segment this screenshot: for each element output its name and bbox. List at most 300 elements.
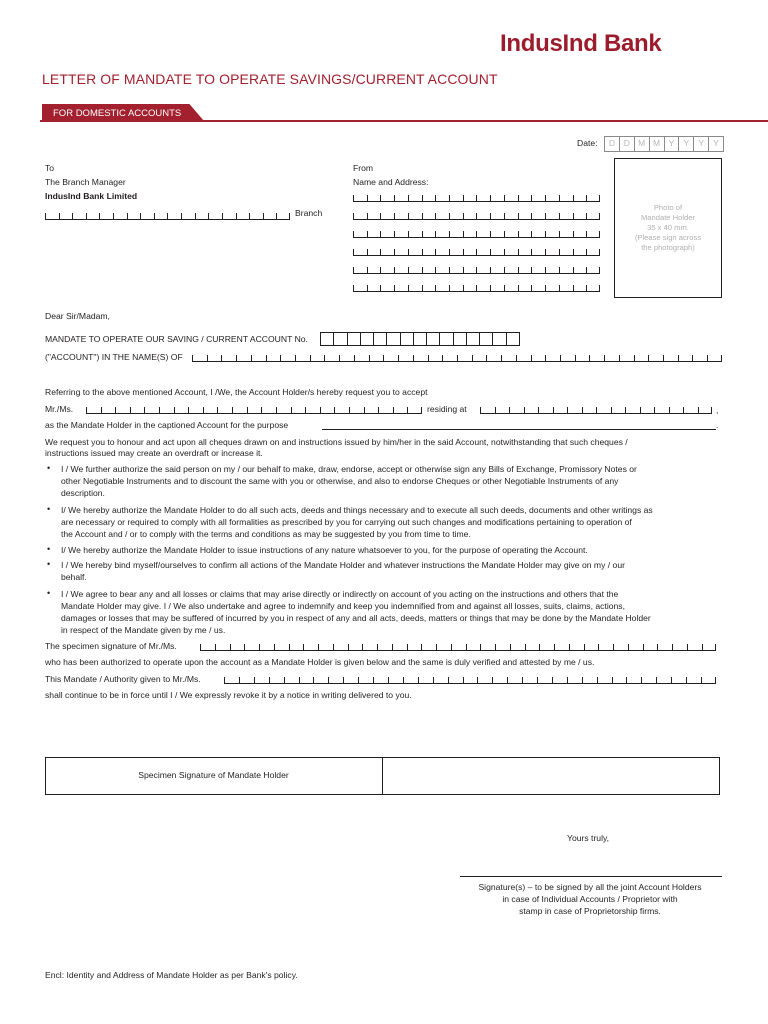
input-cell[interactable] (373, 672, 388, 684)
input-cell[interactable] (217, 402, 232, 414)
input-cell[interactable] (195, 208, 209, 220)
input-cell[interactable] (573, 280, 587, 292)
input-cell[interactable] (575, 350, 590, 362)
input-cell[interactable] (573, 190, 587, 202)
input-cell[interactable] (247, 402, 262, 414)
input-cell[interactable] (400, 333, 413, 345)
input-cell[interactable] (490, 226, 504, 238)
input-cell[interactable] (159, 402, 174, 414)
input-cell[interactable] (656, 672, 671, 684)
input-cell[interactable] (559, 226, 573, 238)
input-cell[interactable] (398, 350, 413, 362)
input-cell[interactable] (72, 208, 86, 220)
input-cell[interactable] (490, 262, 504, 274)
input-cell[interactable] (394, 208, 408, 220)
input-cell[interactable] (200, 639, 215, 651)
input-cell[interactable] (504, 226, 518, 238)
input-cell[interactable] (418, 672, 433, 684)
input-cell[interactable] (362, 639, 377, 651)
input-cell[interactable] (360, 333, 373, 345)
input-cell[interactable] (426, 333, 439, 345)
input-cell[interactable] (230, 639, 245, 651)
input-cell[interactable] (569, 639, 584, 651)
input-cell[interactable] (545, 190, 559, 202)
input-cell[interactable] (490, 280, 504, 292)
input-cell[interactable] (611, 402, 626, 414)
input-cell[interactable] (448, 672, 463, 684)
input-cell[interactable] (259, 639, 274, 651)
input-cell[interactable] (626, 672, 641, 684)
input-cell[interactable] (236, 350, 251, 362)
input-cell[interactable] (99, 208, 113, 220)
input-cell[interactable] (539, 639, 554, 651)
input-cell[interactable] (284, 672, 299, 684)
input-cell[interactable] (545, 208, 559, 220)
input-cell[interactable] (531, 190, 545, 202)
input-cell[interactable] (113, 208, 127, 220)
input-cell[interactable] (509, 402, 524, 414)
input-cell[interactable] (518, 280, 532, 292)
input-cell[interactable] (299, 672, 314, 684)
input-cell[interactable] (559, 280, 573, 292)
input-cell[interactable] (408, 190, 422, 202)
input-cell[interactable] (422, 280, 436, 292)
input-cell[interactable] (224, 672, 239, 684)
input-cell[interactable] (589, 350, 604, 362)
input-cell[interactable] (181, 208, 195, 220)
input-cell[interactable] (101, 402, 116, 414)
input-cell[interactable] (428, 350, 443, 362)
input-cell[interactable] (490, 244, 504, 256)
input-cell[interactable] (492, 672, 507, 684)
input-cell[interactable] (463, 190, 477, 202)
input-cell[interactable] (545, 350, 560, 362)
input-cell[interactable] (115, 402, 130, 414)
input-cell[interactable] (531, 226, 545, 238)
input-cell[interactable] (394, 226, 408, 238)
input-cell[interactable] (274, 639, 289, 651)
input-cell[interactable] (449, 244, 463, 256)
input-cell[interactable] (140, 208, 154, 220)
input-cell[interactable] (613, 639, 628, 651)
input-cell[interactable] (86, 402, 101, 414)
input-cell[interactable] (144, 402, 159, 414)
input-cell[interactable] (545, 226, 559, 238)
input-cell[interactable] (339, 350, 354, 362)
input-cell[interactable] (394, 280, 408, 292)
input-cell[interactable] (439, 333, 452, 345)
input-cell[interactable] (378, 402, 393, 414)
input-cell[interactable] (222, 208, 236, 220)
input-cell[interactable] (244, 639, 259, 651)
input-cell[interactable] (154, 208, 168, 220)
input-cell[interactable] (353, 280, 367, 292)
input-cell[interactable] (598, 639, 613, 651)
input-cell[interactable] (612, 672, 627, 684)
input-cell[interactable] (320, 402, 335, 414)
input-cell[interactable] (531, 280, 545, 292)
input-cell[interactable] (702, 639, 717, 651)
input-cell[interactable] (501, 350, 516, 362)
input-cell[interactable] (367, 244, 381, 256)
input-cell[interactable] (203, 402, 218, 414)
input-cell[interactable] (239, 672, 254, 684)
input-cell[interactable] (625, 402, 640, 414)
input-cell[interactable] (408, 262, 422, 274)
input-cell[interactable] (442, 350, 457, 362)
input-cell[interactable] (386, 333, 399, 345)
input-cell[interactable] (640, 402, 655, 414)
input-cell[interactable] (407, 639, 422, 651)
input-cell[interactable] (86, 208, 100, 220)
input-cell[interactable] (628, 639, 643, 651)
input-cell[interactable] (349, 402, 364, 414)
input-cell[interactable] (343, 672, 358, 684)
input-cell[interactable] (394, 244, 408, 256)
input-cell[interactable] (507, 672, 522, 684)
input-cell[interactable] (573, 244, 587, 256)
input-cell[interactable] (480, 639, 495, 651)
input-cell[interactable] (531, 262, 545, 274)
input-cell[interactable] (289, 639, 304, 651)
input-cell[interactable] (435, 280, 449, 292)
input-cell[interactable] (422, 226, 436, 238)
input-cell[interactable] (472, 350, 487, 362)
input-cell[interactable] (495, 402, 510, 414)
input-cell[interactable] (687, 639, 702, 651)
input-cell[interactable] (380, 244, 394, 256)
input-cell[interactable] (380, 208, 394, 220)
input-cell[interactable] (476, 190, 490, 202)
input-cell[interactable] (354, 350, 369, 362)
input-cell[interactable] (422, 244, 436, 256)
input-cell[interactable] (522, 672, 537, 684)
input-cell[interactable] (463, 280, 477, 292)
from-address-line-5[interactable] (353, 262, 600, 274)
input-cell[interactable] (597, 672, 612, 684)
input-cell[interactable] (524, 402, 539, 414)
input-cell[interactable] (492, 333, 505, 345)
input-cell[interactable] (449, 280, 463, 292)
input-cell[interactable] (648, 350, 663, 362)
input-cell[interactable] (531, 350, 546, 362)
input-cell[interactable] (249, 208, 263, 220)
input-cell[interactable] (408, 226, 422, 238)
input-cell[interactable] (276, 208, 290, 220)
input-cell[interactable] (586, 244, 600, 256)
input-cell[interactable] (516, 350, 531, 362)
from-address-line-3[interactable] (353, 226, 600, 238)
input-cell[interactable] (686, 672, 701, 684)
input-cell[interactable] (421, 639, 436, 651)
input-cell[interactable] (506, 333, 519, 345)
input-cell[interactable] (657, 639, 672, 651)
input-cell[interactable] (463, 226, 477, 238)
input-cell[interactable] (358, 672, 373, 684)
input-cell[interactable] (457, 350, 472, 362)
input-cell[interactable] (207, 350, 222, 362)
input-cell[interactable] (559, 262, 573, 274)
input-cell[interactable] (280, 350, 295, 362)
input-cell[interactable] (449, 190, 463, 202)
date-field[interactable] (604, 136, 724, 152)
input-cell[interactable] (276, 402, 291, 414)
input-cell[interactable] (553, 402, 568, 414)
input-cell[interactable] (435, 226, 449, 238)
input-cell[interactable] (367, 280, 381, 292)
input-cell[interactable] (435, 208, 449, 220)
input-cell[interactable] (634, 350, 649, 362)
input-cell[interactable] (518, 226, 532, 238)
input-cell[interactable] (394, 262, 408, 274)
input-cell[interactable] (215, 639, 230, 651)
input-cell[interactable] (251, 350, 266, 362)
from-address-line-2[interactable] (353, 208, 600, 220)
input-cell[interactable] (560, 350, 575, 362)
input-cell[interactable] (392, 639, 407, 651)
input-cell[interactable] (236, 208, 250, 220)
input-cell[interactable] (433, 672, 448, 684)
input-cell[interactable] (318, 639, 333, 651)
input-cell[interactable] (692, 350, 707, 362)
input-cell[interactable] (698, 402, 713, 414)
input-cell[interactable] (45, 208, 59, 220)
residence-input[interactable] (480, 402, 712, 414)
input-cell[interactable] (504, 280, 518, 292)
input-cell[interactable] (295, 350, 310, 362)
input-cell[interactable] (435, 262, 449, 274)
input-cell[interactable] (518, 244, 532, 256)
input-cell[interactable] (531, 244, 545, 256)
input-cell[interactable] (269, 672, 284, 684)
input-cell[interactable] (422, 190, 436, 202)
input-cell[interactable] (453, 333, 466, 345)
input-cell[interactable] (422, 262, 436, 274)
input-cell[interactable] (408, 208, 422, 220)
input-cell[interactable] (221, 350, 236, 362)
input-cell[interactable] (254, 672, 269, 684)
input-cell[interactable] (466, 639, 481, 651)
input-cell[interactable] (353, 244, 367, 256)
input-cell[interactable] (291, 402, 306, 414)
input-cell[interactable] (388, 672, 403, 684)
input-cell[interactable] (353, 226, 367, 238)
input-cell[interactable] (463, 262, 477, 274)
input-cell[interactable] (333, 639, 348, 651)
account-number-input[interactable] (320, 332, 520, 346)
input-cell[interactable] (232, 402, 247, 414)
input-cell[interactable] (408, 280, 422, 292)
input-cell[interactable] (559, 190, 573, 202)
input-cell[interactable] (367, 262, 381, 274)
account-holder-signature-line[interactable] (460, 876, 722, 877)
input-cell[interactable] (480, 402, 495, 414)
input-cell[interactable] (263, 208, 277, 220)
input-cell[interactable] (383, 350, 398, 362)
from-address-line-1[interactable] (353, 190, 600, 202)
input-cell[interactable] (413, 333, 426, 345)
input-cell[interactable] (538, 402, 553, 414)
input-cell[interactable] (567, 402, 582, 414)
from-address-line-4[interactable] (353, 244, 600, 256)
input-cell[interactable] (449, 262, 463, 274)
input-cell[interactable] (353, 190, 367, 202)
input-cell[interactable] (463, 208, 477, 220)
input-cell[interactable] (476, 226, 490, 238)
input-cell[interactable] (537, 672, 552, 684)
input-cell[interactable] (394, 190, 408, 202)
input-cell[interactable] (380, 262, 394, 274)
input-cell[interactable] (334, 402, 349, 414)
branch-input[interactable] (45, 208, 290, 220)
input-cell[interactable] (463, 672, 478, 684)
input-cell[interactable] (504, 262, 518, 274)
input-cell[interactable] (510, 639, 525, 651)
input-cell[interactable] (504, 190, 518, 202)
input-cell[interactable] (353, 208, 367, 220)
input-cell[interactable] (582, 672, 597, 684)
input-cell[interactable] (407, 402, 422, 414)
input-cell[interactable] (449, 226, 463, 238)
input-cell[interactable] (476, 262, 490, 274)
input-cell[interactable] (573, 208, 587, 220)
input-cell[interactable] (413, 350, 428, 362)
input-cell[interactable] (463, 244, 477, 256)
input-cell[interactable] (367, 226, 381, 238)
input-cell[interactable] (208, 208, 222, 220)
input-cell[interactable] (643, 639, 658, 651)
input-cell[interactable] (518, 208, 532, 220)
input-cell[interactable] (669, 402, 684, 414)
input-cell[interactable] (586, 262, 600, 274)
input-cell[interactable] (504, 208, 518, 220)
input-cell[interactable] (545, 262, 559, 274)
input-cell[interactable] (266, 350, 281, 362)
input-cell[interactable] (525, 639, 540, 651)
mandate-holder-name-input[interactable] (86, 402, 422, 414)
input-cell[interactable] (641, 672, 656, 684)
input-cell[interactable] (552, 672, 567, 684)
input-cell[interactable] (174, 402, 189, 414)
input-cell[interactable] (303, 639, 318, 651)
input-cell[interactable] (486, 350, 501, 362)
input-cell[interactable] (367, 208, 381, 220)
input-cell[interactable] (310, 350, 325, 362)
input-cell[interactable] (586, 190, 600, 202)
input-cell[interactable] (495, 639, 510, 651)
input-cell[interactable] (672, 639, 687, 651)
input-cell[interactable] (504, 244, 518, 256)
input-cell[interactable] (596, 402, 611, 414)
input-cell[interactable] (701, 672, 716, 684)
input-cell[interactable] (393, 402, 408, 414)
input-cell[interactable] (490, 190, 504, 202)
input-cell[interactable] (367, 190, 381, 202)
input-cell[interactable] (373, 333, 386, 345)
input-cell[interactable] (305, 402, 320, 414)
input-cell[interactable] (476, 280, 490, 292)
input-cell[interactable] (584, 639, 599, 651)
input-cell[interactable] (347, 333, 360, 345)
input-cell[interactable] (573, 226, 587, 238)
input-cell[interactable] (436, 639, 451, 651)
account-holder-name-input[interactable] (192, 350, 722, 362)
input-cell[interactable] (671, 672, 686, 684)
input-cell[interactable] (466, 333, 479, 345)
input-cell[interactable] (328, 672, 343, 684)
input-cell[interactable] (380, 190, 394, 202)
input-cell[interactable] (518, 262, 532, 274)
input-cell[interactable] (683, 402, 698, 414)
input-cell[interactable] (364, 402, 379, 414)
input-cell[interactable] (313, 672, 328, 684)
specimen-name-input[interactable] (200, 639, 716, 651)
input-cell[interactable] (333, 333, 346, 345)
input-cell[interactable] (435, 244, 449, 256)
input-cell[interactable] (192, 350, 207, 362)
input-cell[interactable] (554, 639, 569, 651)
input-cell[interactable] (604, 350, 619, 362)
input-cell[interactable] (324, 350, 339, 362)
input-cell[interactable] (567, 672, 582, 684)
input-cell[interactable] (490, 208, 504, 220)
input-cell[interactable] (545, 244, 559, 256)
input-cell[interactable] (476, 244, 490, 256)
authority-name-input[interactable] (224, 672, 716, 684)
input-cell[interactable] (586, 280, 600, 292)
purpose-input[interactable] (322, 429, 716, 430)
input-cell[interactable] (707, 350, 722, 362)
input-cell[interactable] (321, 333, 333, 345)
input-cell[interactable] (654, 402, 669, 414)
input-cell[interactable] (559, 244, 573, 256)
input-cell[interactable] (476, 208, 490, 220)
input-cell[interactable] (369, 350, 384, 362)
input-cell[interactable] (435, 190, 449, 202)
input-cell[interactable] (518, 190, 532, 202)
input-cell[interactable] (353, 262, 367, 274)
input-cell[interactable] (531, 208, 545, 220)
input-cell[interactable] (127, 208, 141, 220)
input-cell[interactable] (167, 208, 181, 220)
specimen-signature-field[interactable] (384, 758, 719, 794)
input-cell[interactable] (403, 672, 418, 684)
input-cell[interactable] (380, 280, 394, 292)
input-cell[interactable] (559, 208, 573, 220)
input-cell[interactable] (477, 672, 492, 684)
input-cell[interactable] (59, 208, 73, 220)
input-cell[interactable] (678, 350, 693, 362)
input-cell[interactable] (408, 244, 422, 256)
input-cell[interactable] (261, 402, 276, 414)
input-cell[interactable] (619, 350, 634, 362)
input-cell[interactable] (422, 208, 436, 220)
input-cell[interactable] (348, 639, 363, 651)
input-cell[interactable] (377, 639, 392, 651)
input-cell[interactable] (573, 262, 587, 274)
input-cell[interactable] (586, 226, 600, 238)
input-cell[interactable] (188, 402, 203, 414)
input-cell[interactable] (449, 208, 463, 220)
input-cell[interactable] (451, 639, 466, 651)
input-cell[interactable] (545, 280, 559, 292)
input-cell[interactable] (582, 402, 597, 414)
input-cell[interactable] (130, 402, 145, 414)
from-address-line-6[interactable] (353, 280, 600, 292)
input-cell[interactable] (479, 333, 492, 345)
input-cell[interactable] (380, 226, 394, 238)
input-cell[interactable] (586, 208, 600, 220)
